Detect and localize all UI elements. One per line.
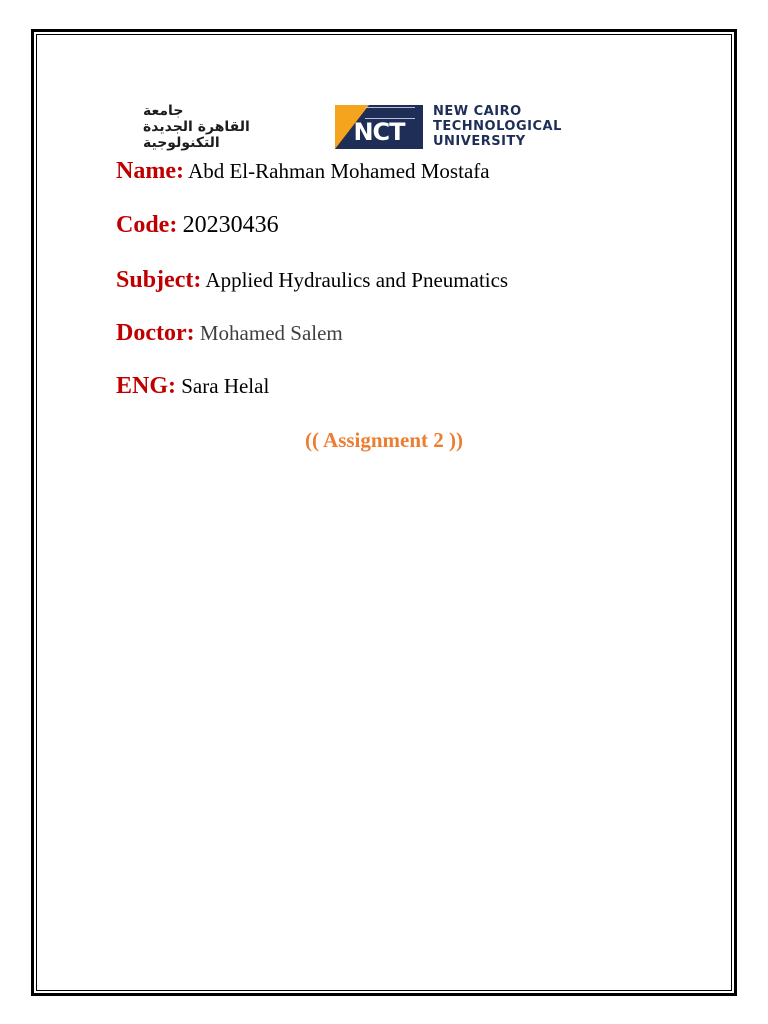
logo-english-line-1: NEW CAIRO — [433, 104, 522, 119]
code-value: 20230436 — [182, 212, 279, 238]
logo-english-text — [433, 105, 562, 149]
logo-arabic-line-2: القاهرة الجديدة — [143, 119, 250, 135]
code-label: Code: — [116, 212, 178, 238]
name-value: Abd El-Rahman Mohamed Mostafa — [188, 159, 490, 183]
subject-label: Subject: — [116, 267, 202, 293]
logo-arabic-line-1: جامعة — [143, 103, 184, 119]
logo-arabic-text — [143, 104, 323, 150]
logo-mark — [335, 105, 423, 149]
doctor-value: Mohamed Salem — [199, 321, 343, 345]
logo-english-line-3: UNIVERSITY — [433, 134, 526, 149]
assignment-title: (( Assignment 2 )) — [304, 428, 464, 452]
eng-value: Sara Helal — [181, 374, 270, 398]
logo-mark-text: NCT — [353, 118, 405, 146]
code-field — [116, 212, 279, 239]
doctor-field — [116, 320, 343, 347]
logo-arabic-line-3: التكنولوجية — [143, 135, 220, 151]
logo-english-line-2: TECHNOLOGICAL — [433, 119, 562, 134]
eng-field — [116, 373, 269, 400]
eng-label: ENG: — [116, 373, 176, 399]
doctor-label: Doctor: — [116, 320, 195, 346]
name-field — [116, 158, 490, 185]
subject-field — [116, 267, 508, 294]
name-label: Name: — [116, 158, 184, 184]
university-logo — [143, 104, 605, 150]
subject-value: Applied Hydraulics and Pneumatics — [205, 268, 509, 292]
